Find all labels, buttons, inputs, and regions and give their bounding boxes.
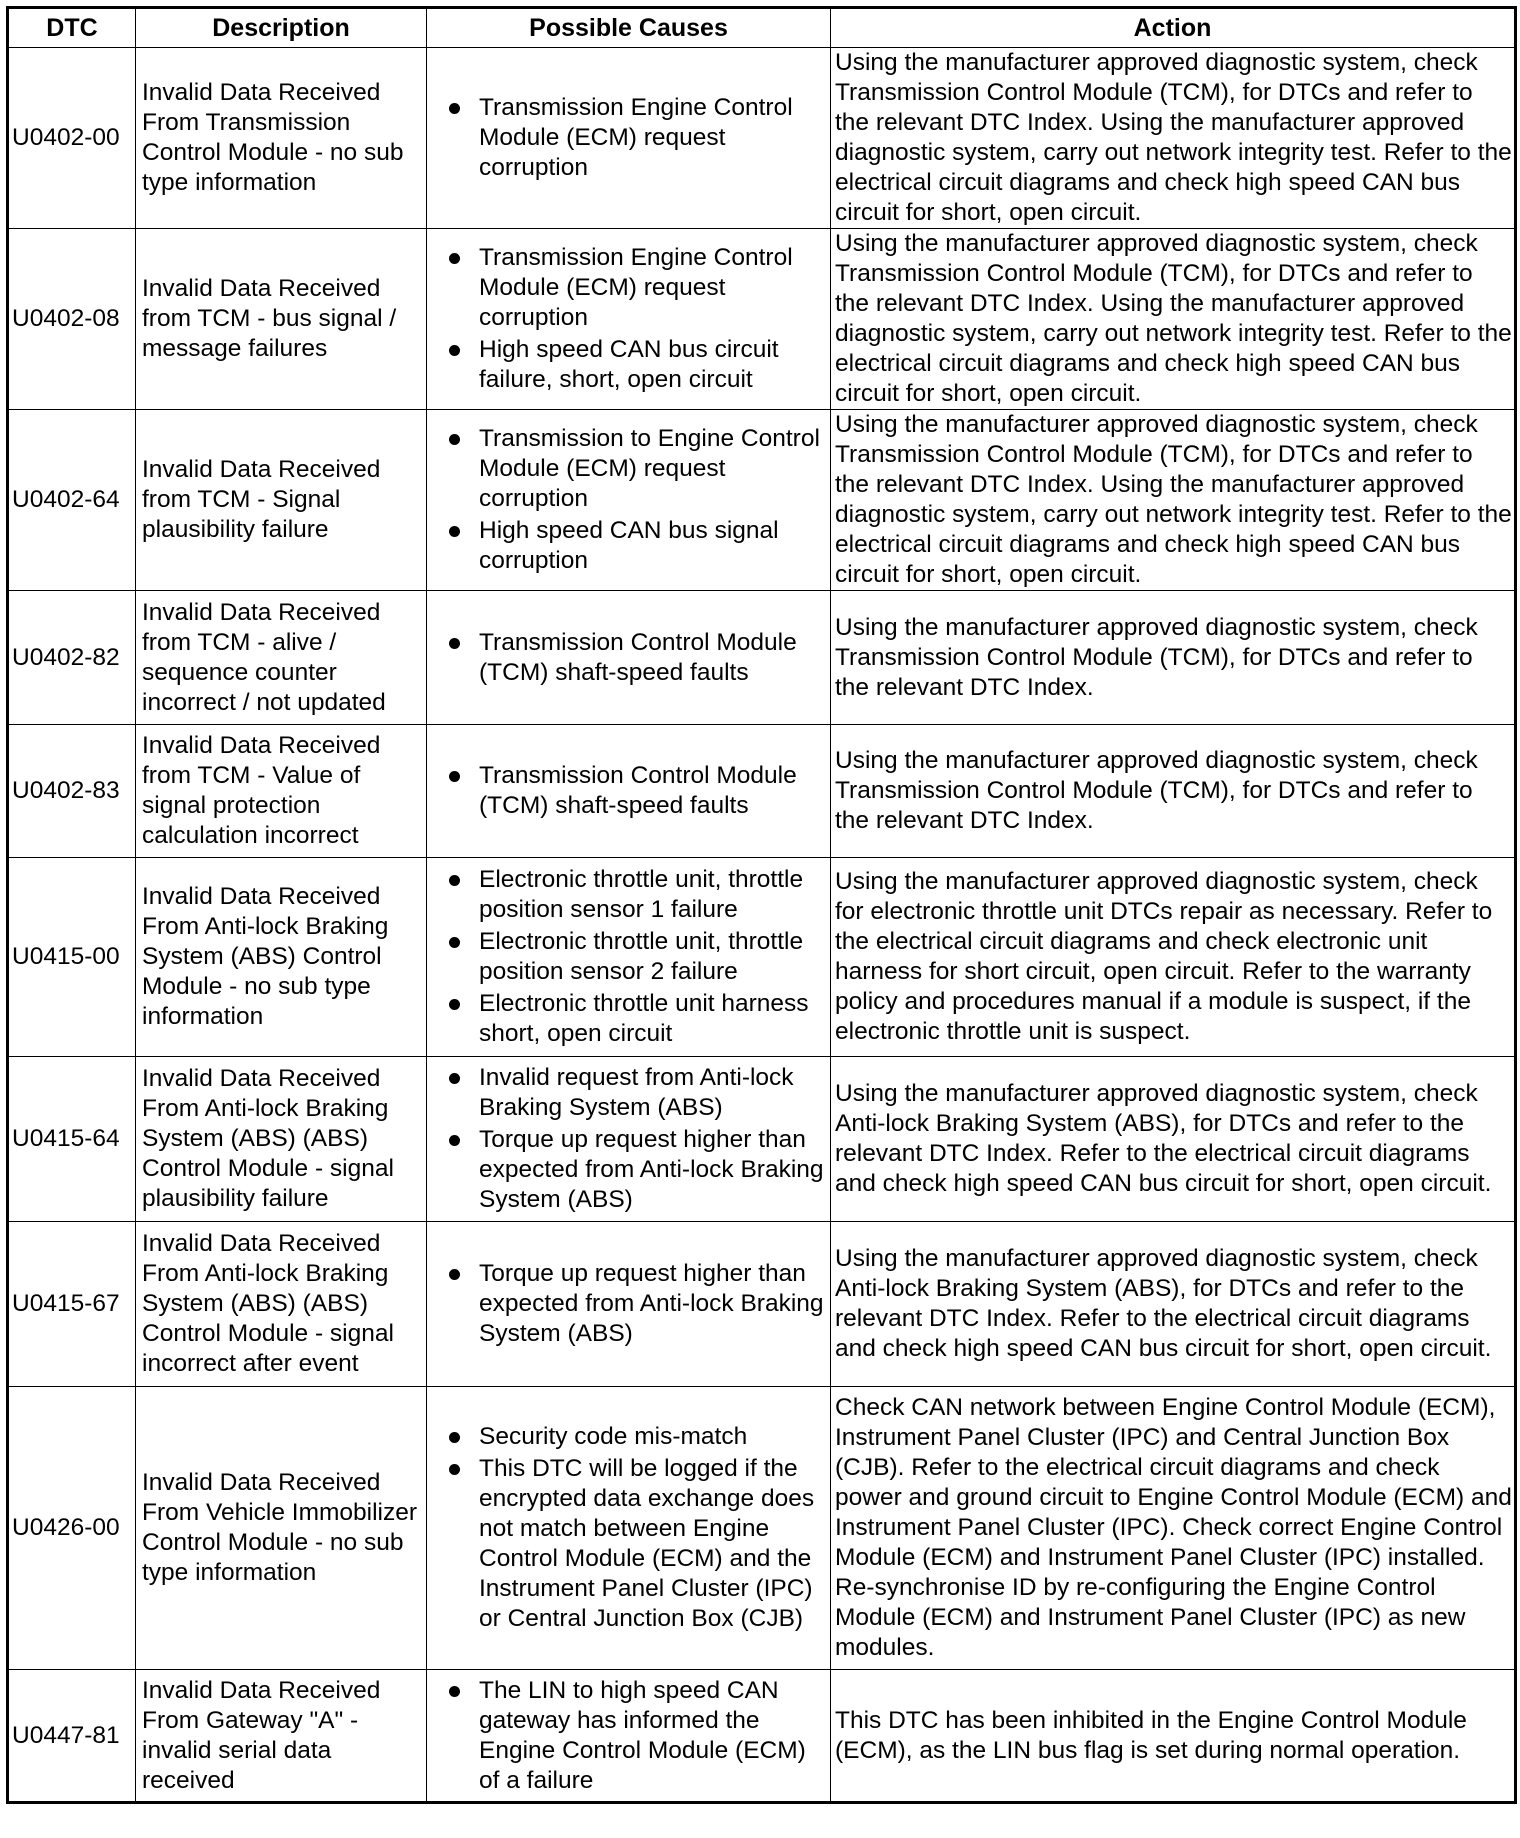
header-dtc: DTC [8, 8, 136, 48]
cause-text: Torque up request higher than expected from Anti-lock Braking System (ABS) [479, 1260, 824, 1347]
possible-causes [427, 410, 831, 591]
cause-list [449, 424, 826, 576]
dtc-code: U0402-82 [8, 591, 136, 725]
table-row [8, 229, 1516, 410]
cause-text: Transmission Engine Control Module (ECM) request corruption [479, 244, 793, 331]
dtc-code: U0402-08 [8, 229, 136, 410]
dtc-code: U0415-00 [8, 858, 136, 1057]
dtc-description: Invalid Data Received From Anti-lock Braking System (ABS) (ABS) Control Module - signal incorrect after event [136, 1222, 427, 1387]
dtc-code: U0402-83 [8, 725, 136, 858]
dtc-action: Using the manufacturer approved diagnostic system, check Anti-lock Braking System (ABS), for DTCs and refer to the relevant DTC Index. Refer to the electrical circuit diagrams and check high speed CAN bus circuit for short, open circuit. [831, 1057, 1516, 1222]
bullet-icon [449, 1432, 460, 1443]
dtc-description: Invalid Data Received From Transmission Control Module - no sub type information [136, 48, 427, 229]
cause-text: Transmission Control Module (TCM) shaft-speed faults [479, 762, 797, 819]
cause-text: Transmission to Engine Control Module (ECM) request corruption [479, 425, 820, 512]
cause-item [449, 1454, 826, 1634]
cause-list [449, 93, 826, 183]
cause-list [449, 1063, 826, 1215]
table-row [8, 1670, 1516, 1803]
dtc-description: Invalid Data Received From Gateway "A" - invalid serial data received [136, 1670, 427, 1803]
dtc-description: Invalid Data Received from TCM - alive / sequence counter incorrect / not updated [136, 591, 427, 725]
cause-text: Torque up request higher than expected from Anti-lock Braking System (ABS) [479, 1126, 824, 1213]
bullet-icon [449, 253, 460, 264]
table-body [8, 48, 1516, 1803]
dtc-table [6, 6, 1517, 1804]
bullet-icon [449, 937, 460, 948]
cause-item [449, 243, 826, 333]
bullet-icon [449, 638, 460, 649]
cause-text: Electronic throttle unit, throttle position sensor 2 failure [479, 928, 804, 985]
bullet-icon [449, 875, 460, 886]
bullet-icon [449, 345, 460, 356]
cause-item [449, 516, 826, 576]
cause-item [449, 989, 826, 1049]
bullet-icon [449, 1686, 460, 1697]
bullet-icon [449, 1464, 460, 1475]
cause-item [449, 1422, 826, 1452]
bullet-icon [449, 1135, 460, 1146]
header-possible-causes: Possible Causes [427, 8, 831, 48]
dtc-description: Invalid Data Received From Vehicle Immobilizer Control Module - no sub type information [136, 1387, 427, 1670]
dtc-action: Using the manufacturer approved diagnostic system, check Transmission Control Module (TCM), for DTCs and refer to the relevant DTC Index. [831, 725, 1516, 858]
table-row [8, 1057, 1516, 1222]
table-row [8, 410, 1516, 591]
dtc-code: U0402-00 [8, 48, 136, 229]
dtc-description: Invalid Data Received From Anti-lock Braking System (ABS) (ABS) Control Module - signal plausibility failure [136, 1057, 427, 1222]
dtc-action: Check CAN network between Engine Control Module (ECM), Instrument Panel Cluster (IPC) and Central Junction Box (CJB). Refer to the electrical circuit diagrams and check power and ground circuit to Engine Control Module (ECM) and Instrument Panel Cluster (IPC). Check correct Engine Control Module (ECM) and Instrument Panel Cluster (IPC) installed. Re-synchronise ID by re-configuring the Engine Control Module (ECM) and Instrument Panel Cluster (IPC) as new modules. [831, 1387, 1516, 1670]
bullet-icon [449, 103, 460, 114]
cause-item [449, 335, 826, 395]
cause-item [449, 761, 826, 821]
dtc-code: U0415-64 [8, 1057, 136, 1222]
header-description: Description [136, 8, 427, 48]
cause-text: High speed CAN bus circuit failure, short, open circuit [479, 336, 779, 393]
table-row [8, 858, 1516, 1057]
cause-item [449, 1676, 826, 1796]
table-row [8, 591, 1516, 725]
cause-text: Transmission Control Module (TCM) shaft-speed faults [479, 628, 797, 686]
cause-list [449, 243, 826, 395]
bullet-icon [449, 434, 460, 445]
possible-causes [427, 1222, 831, 1387]
table-row [8, 725, 1516, 858]
bullet-icon [449, 1073, 460, 1084]
cause-text: This DTC will be logged if the encrypted data exchange does not match between Engine Control Module (ECM) and the Instrument Panel Cluster (IPC) or Central Junction Box (CJB) [479, 1455, 815, 1632]
dtc-description: Invalid Data Received from TCM - bus signal / message failures [136, 229, 427, 410]
possible-causes [427, 591, 831, 725]
table-row [8, 48, 1516, 229]
table-row [8, 1222, 1516, 1387]
cause-item [449, 424, 826, 514]
cause-list [449, 1259, 826, 1349]
cause-list [449, 1422, 826, 1634]
cause-list [449, 628, 826, 688]
possible-causes [427, 858, 831, 1057]
cause-text: Electronic throttle unit, throttle position sensor 1 failure [479, 866, 804, 923]
cause-list [449, 1676, 826, 1796]
cause-item [449, 93, 826, 183]
table-row [8, 1387, 1516, 1670]
cause-text: The LIN to high speed CAN gateway has informed the Engine Control Module (ECM) of a failure [479, 1676, 806, 1794]
dtc-action: Using the manufacturer approved diagnostic system, check Anti-lock Braking System (ABS), for DTCs and refer to the relevant DTC Index. Refer to the electrical circuit diagrams and check high speed CAN bus circuit for short, open circuit. [831, 1222, 1516, 1387]
cause-item [449, 927, 826, 987]
cause-item [449, 1125, 826, 1215]
dtc-description: Invalid Data Received from TCM - Signal plausibility failure [136, 410, 427, 591]
cause-item [449, 865, 826, 925]
possible-causes [427, 1670, 831, 1803]
dtc-action: This DTC has been inhibited in the Engine Control Module (ECM), as the LIN bus flag is set during normal operation. [831, 1670, 1516, 1803]
dtc-description: Invalid Data Received From Anti-lock Braking System (ABS) Control Module - no sub type information [136, 858, 427, 1057]
bullet-icon [449, 999, 460, 1010]
dtc-code: U0402-64 [8, 410, 136, 591]
bullet-icon [449, 1269, 460, 1280]
possible-causes [427, 229, 831, 410]
cause-text: Electronic throttle unit harness short, open circuit [479, 990, 809, 1047]
possible-causes [427, 1387, 831, 1670]
possible-causes [427, 1057, 831, 1222]
possible-causes [427, 725, 831, 858]
dtc-code: U0426-00 [8, 1387, 136, 1670]
dtc-code: U0415-67 [8, 1222, 136, 1387]
dtc-description: Invalid Data Received from TCM - Value of signal protection calculation incorrect [136, 725, 427, 858]
cause-item [449, 1259, 826, 1349]
cause-text: High speed CAN bus signal corruption [479, 517, 779, 574]
dtc-action: Using the manufacturer approved diagnostic system, check Transmission Control Module (TCM), for DTCs and refer to the relevant DTC Index. Using the manufacturer approved diagnostic system, carry out network integrity test. Refer to the electrical circuit diagrams and check high speed CAN bus circuit for short, open circuit. [831, 229, 1516, 410]
dtc-action: Using the manufacturer approved diagnostic system, check Transmission Control Module (TCM), for DTCs and refer to the relevant DTC Index. Using the manufacturer approved diagnostic system, carry out network integrity test. Refer to the electrical circuit diagrams and check high speed CAN bus circuit for short, open circuit. [831, 48, 1516, 229]
bullet-icon [449, 771, 460, 782]
dtc-action: Using the manufacturer approved diagnostic system, check for electronic throttle unit DTCs repair as necessary. Refer to the electrical circuit diagrams and check electronic unit harness for short circuit, open circuit. Refer to the warranty policy and procedures manual if a module is suspect, if the electronic throttle unit is suspect. [831, 858, 1516, 1057]
dtc-action: Using the manufacturer approved diagnostic system, check Transmission Control Module (TCM), for DTCs and refer to the relevant DTC Index. [831, 591, 1516, 725]
table-header [8, 8, 1516, 48]
cause-list [449, 761, 826, 821]
cause-item [449, 628, 826, 688]
dtc-action: Using the manufacturer approved diagnostic system, check Transmission Control Module (TCM), for DTCs and refer to the relevant DTC Index. Using the manufacturer approved diagnostic system, carry out network integrity test. Refer to the electrical circuit diagrams and check high speed CAN bus circuit for short, open circuit. [831, 410, 1516, 591]
dtc-code: U0447-81 [8, 1670, 136, 1803]
cause-item [449, 1063, 826, 1123]
possible-causes [427, 48, 831, 229]
header-row [8, 8, 1516, 48]
cause-text: Transmission Engine Control Module (ECM) request corruption [479, 94, 793, 181]
bullet-icon [449, 526, 460, 537]
cause-list [449, 865, 826, 1049]
cause-text: Security code mis-match [479, 1423, 748, 1450]
cause-text: Invalid request from Anti-lock Braking System (ABS) [479, 1064, 794, 1121]
header-action: Action [831, 8, 1516, 48]
